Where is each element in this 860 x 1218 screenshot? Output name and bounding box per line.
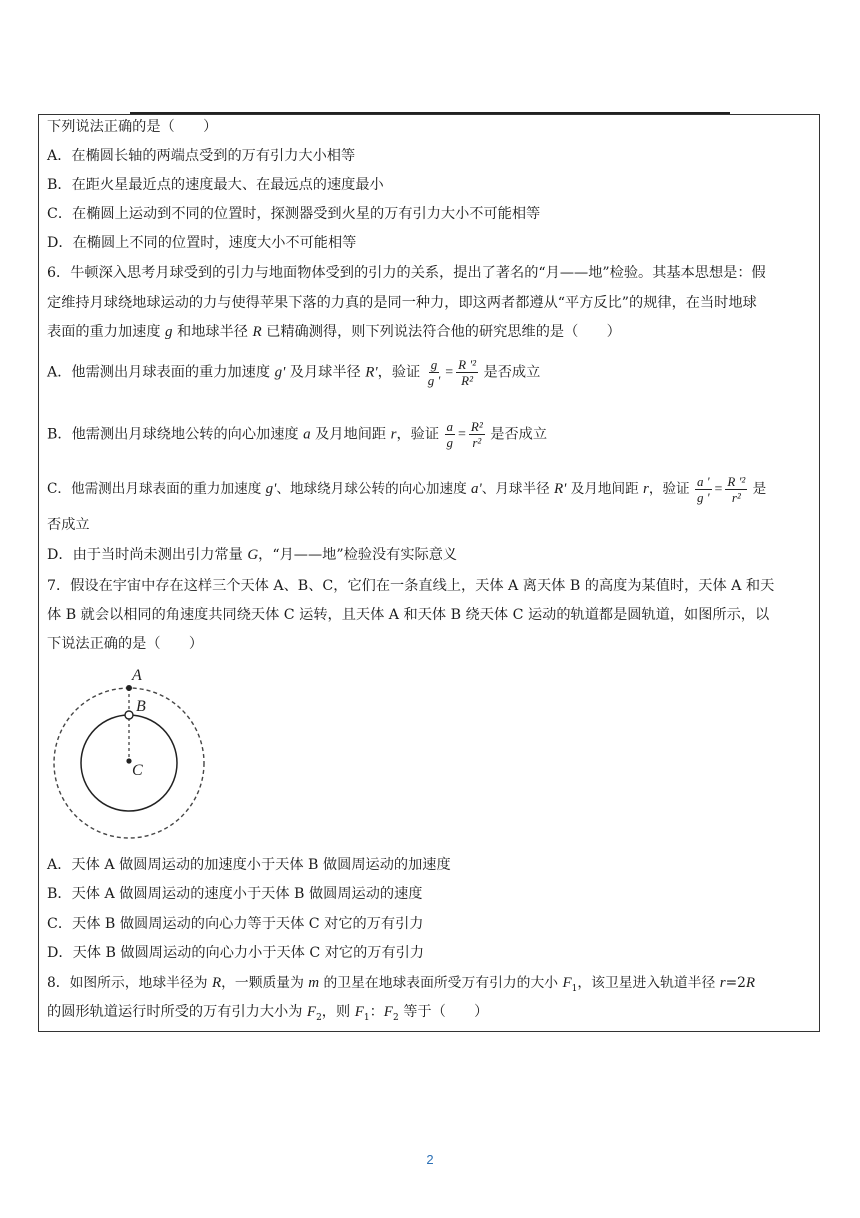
q7-option-a: A．天体 A 做圆周运动的加速度小于天体 B 做圆周运动的加速度 [47,857,451,873]
q7-option-c: C．天体 B 做圆周运动的向心力等于天体 C 对它的万有引力 [47,916,424,932]
q7-option-b: B．天体 A 做圆周运动的速度小于天体 B 做圆周运动的速度 [47,886,423,902]
q6-option-c-continued: 否成立 [47,517,90,533]
q6-option-a: A．他需测出月球表面的重力加速度 g' 及月球半径 R'，验证 $\frac{g}{g '}$ = $\frac{\text{R '²}}{\text{R²}}$ 是否成立 [47,357,541,388]
q6-option-b: B．他需测出月球绕地公转的向心加速度 a 及月地间距 r，验证 $\frac{a}{g}$ = $\frac{\text{R²}}{\text{r²}}$ 是否成立 [47,419,548,450]
question-intro: 下列说法正确的是（ ） [47,119,218,135]
page-number: 2 [426,1152,434,1167]
body-b-point [125,711,133,719]
q7-option-d: D．天体 B 做圆周运动的向心力小于天体 C 对它的万有引力 [47,945,425,961]
fraction-g-over-g-prime: $\frac{g}{g '}$ [427,357,441,388]
q7-stem-line1: 7．假设在宇宙中存在这样三个天体 A、B、C，它们在一条直线上，天体 A 离天体 B 的高度为某值时，天体 A 和天 [47,578,775,594]
q5-option-d: D．在椭圆上不同的位置时，速度大小不可能相等 [47,235,357,251]
fraction-r-prime-squared-over-r-squared: $\frac{\text{R '²}}{\text{R²}}$ [458,357,477,388]
body-a-point [126,685,132,691]
q5-option-b: B．在距火星最近点的速度最大、在最远点的速度最小 [47,177,384,193]
q6-option-d: D．由于当时尚未测出引力常量 G，“月——地”检验没有实际意义 [47,547,458,563]
q5-option-c: C．在椭圆上运动到不同的位置时，探测器受到火星的万有引力大小不可能相等 [47,206,541,222]
q8-stem-line1: 8．如图所示，地球半径为 R，一颗质量为 m 的卫星在地球表面所受万有引力的大小 $F_1$，该卫星进入轨道半径 r=2R [47,975,756,994]
q6-stem-line1: 6．牛顿深入思考月球受到的引力与地面物体受到的引力的关系，提出了著名的“月——地”检验。其基本思想是：假 [47,265,766,281]
fraction-r-prime-squared-over-r-squared-c: $\frac{\text{R '²}}{\text{r²}}$ [727,474,746,505]
label-c: C [132,762,143,779]
q5-option-a: A．在椭圆长轴的两端点受到的万有引力大小相等 [47,148,356,164]
q6-stem-line3: 表面的重力加速度 g 和地球半径 R 已精确测得，则下列说法符合他的研究思维的是（ ） [47,324,621,340]
q8-stem-line2: 的圆形轨道运行时所受的万有引力大小为 $F_2$，则 $F_1$：$F_2$ 等于（ ） [47,1004,489,1023]
body-c-point [126,758,131,763]
q6-option-c: C．他需测出月球表面的重力加速度 g'、地球绕月球公转的向心加速度 a'、月球半径 R' 及月地间距 r，验证 $\frac{a '}{g '}$ = $\frac{\text{R '²}}{\text{r²}}$ 是 [47,474,767,505]
fraction-a-over-g: $\frac{a}{g}$ [446,419,454,450]
q6-stem-line2: 定维持月球绕地球运动的力与使得苹果下落的力真的是同一种力，即这两者都遵从“平方反比”的规律，在当时地球 [47,295,757,311]
q7-stem-line3: 下说法正确的是（ ） [47,636,204,652]
q7-stem-line2: 体 B 就会以相同的角速度共同绕天体 C 运转，且天体 A 和天体 B 绕天体 C 运动的轨道都是圆轨道，如图所示，以 [47,607,770,623]
label-b: B [136,698,146,715]
fraction-a-prime-over-g-prime: $\frac{a '}{g '}$ [696,474,710,505]
fraction-r-squared-over-r-squared: $\frac{\text{R²}}{\text{r²}}$ [470,419,483,450]
label-a: A [132,667,142,684]
orbit-diagram [52,663,212,841]
